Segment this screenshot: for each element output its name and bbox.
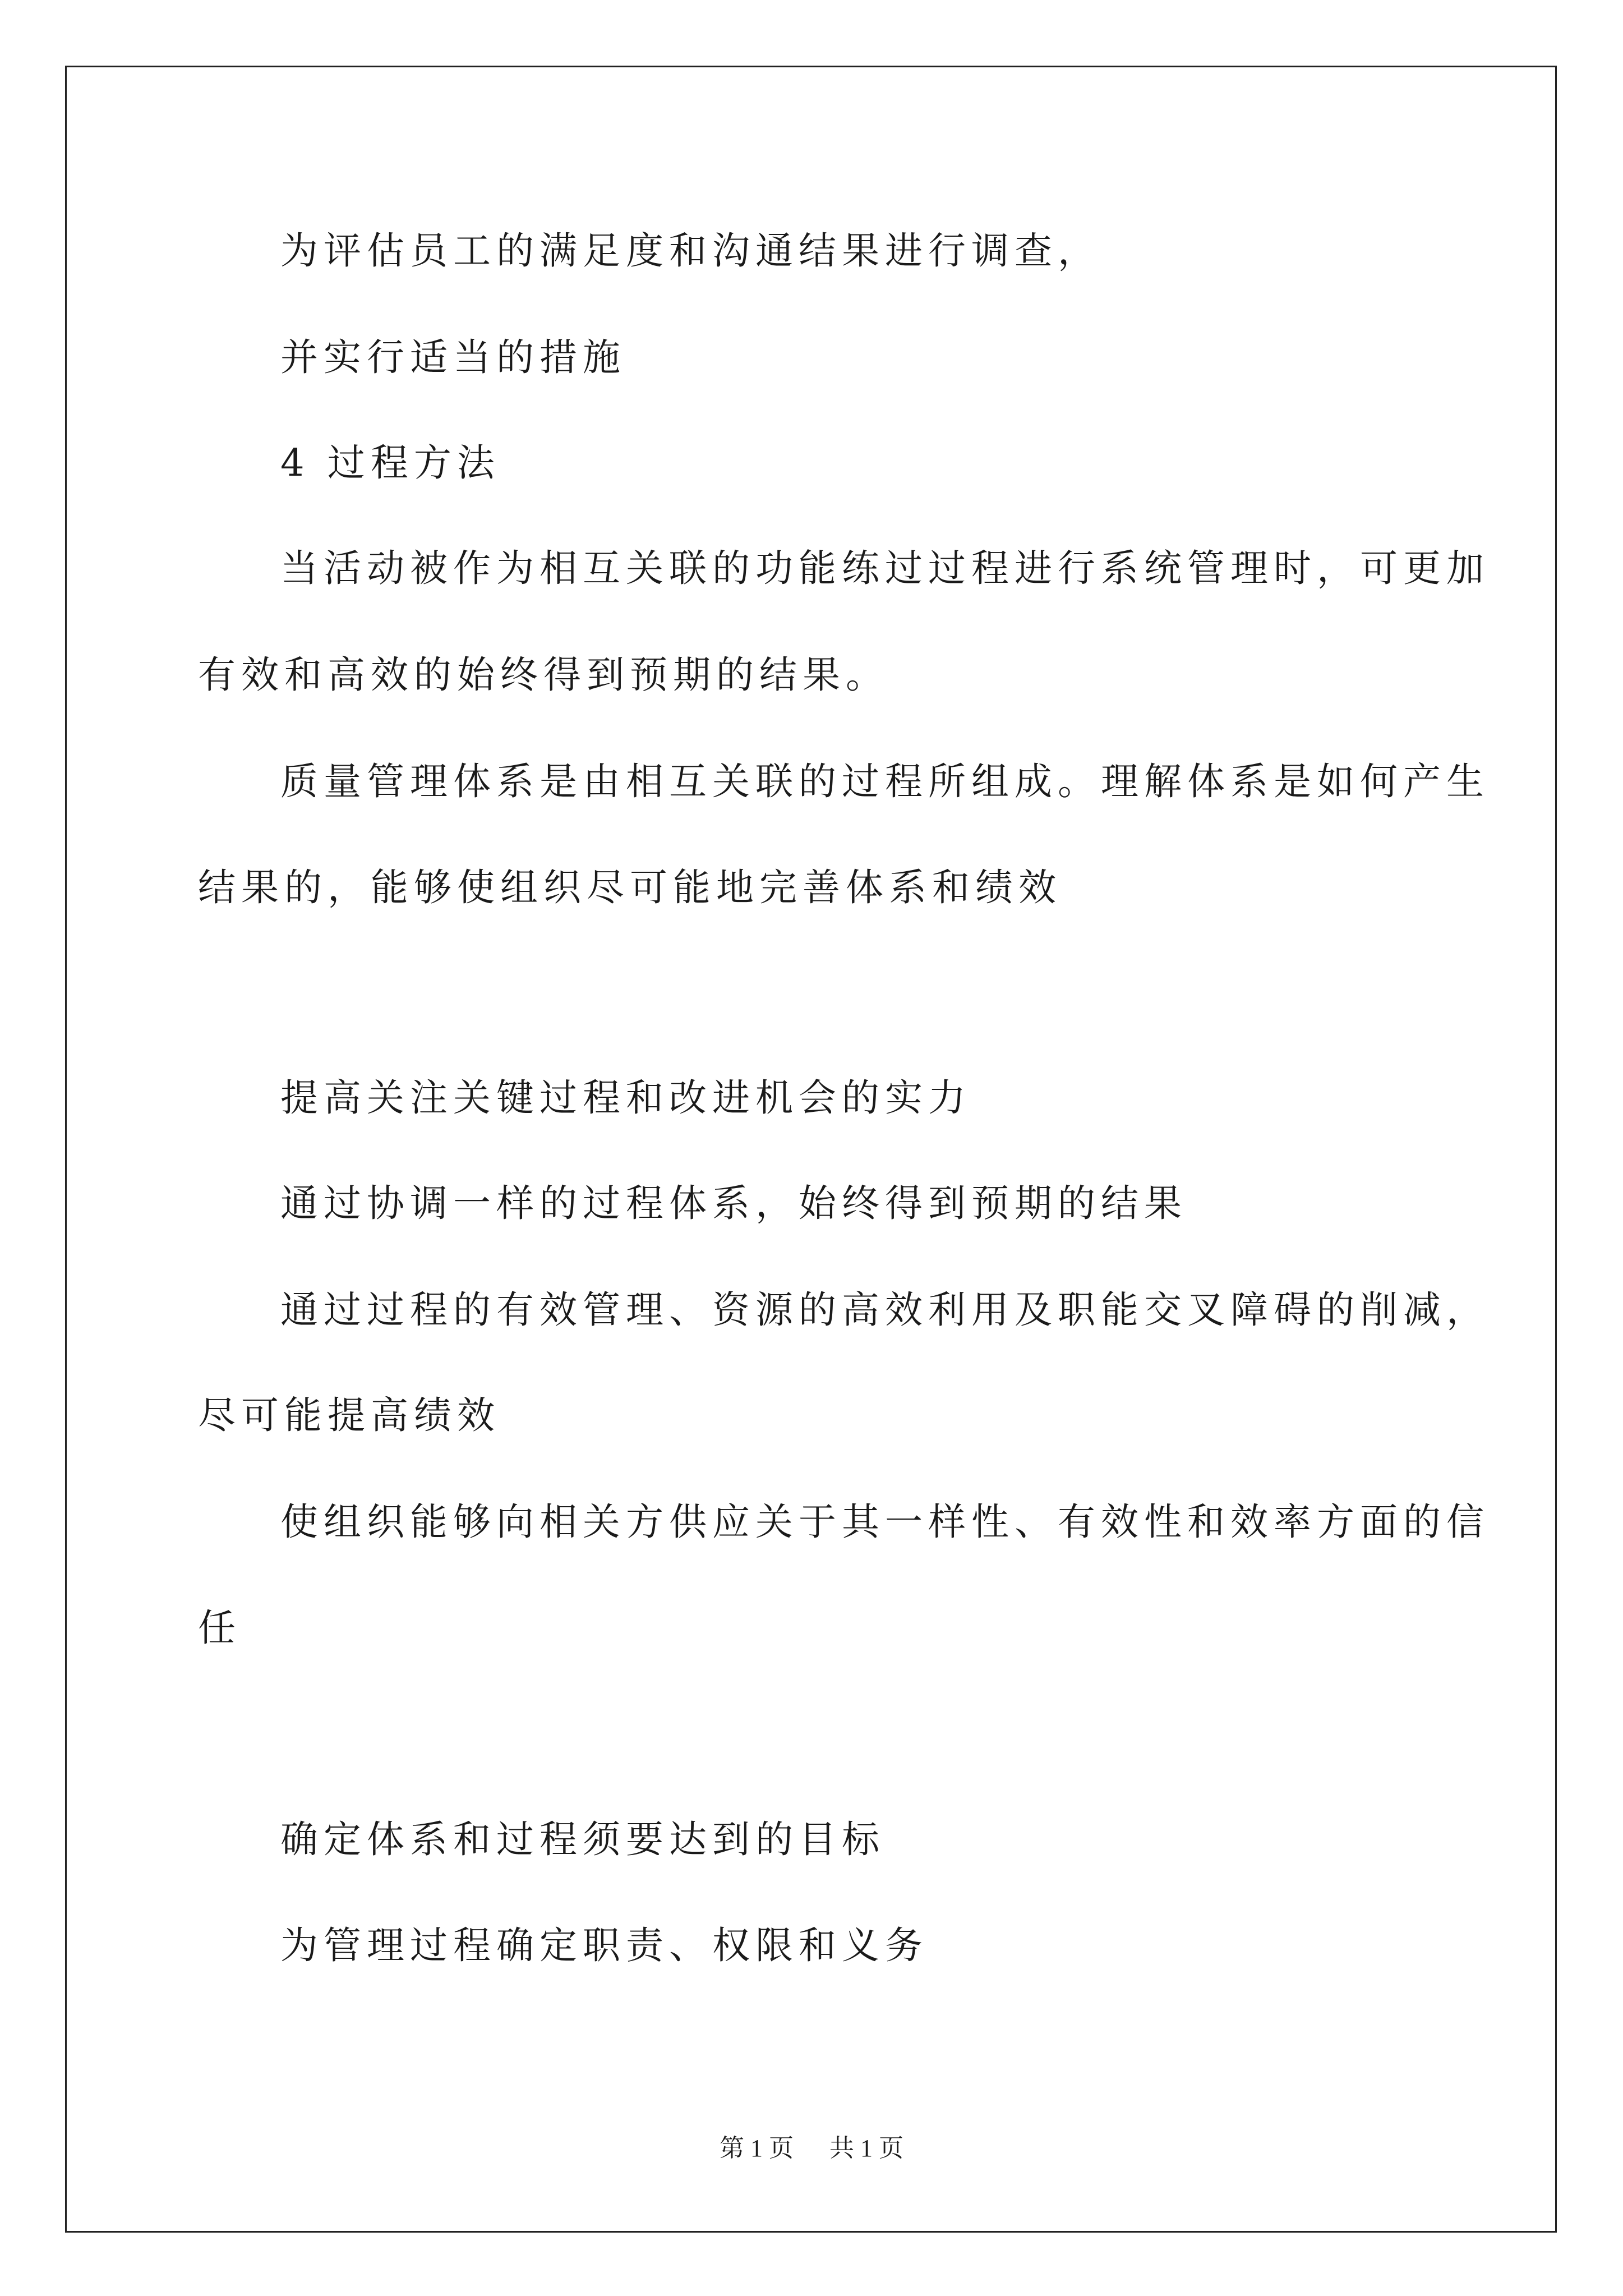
paragraph-line: 通过过程的有效管理、资源的高效利用及职能交叉障碍的削减， [280,1288,1490,1332]
paragraph-line: 质量管理体系是由相互关联的过程所组成。理解体系是如何产生 [280,760,1490,803]
paragraph-line: 通过协调一样的过程体系，始终得到预期的结果 [280,1181,1187,1225]
page-total: 共 1 页 [829,2134,903,2162]
page-border [65,66,1557,2233]
paragraph-line: 为管理过程确定职责、权限和义务 [280,1924,928,1967]
paragraph-line: 结果的，能够使组织尽可能地完善体系和绩效 [198,866,1062,909]
paragraph-line: 当活动被作为相互关联的功能练过过程进行系统管理时，可更加 [280,546,1490,590]
paragraph-line: 确定体系和过程须要达到的目标 [280,1818,885,1861]
paragraph-line: 尽可能提高绩效 [198,1393,500,1437]
paragraph-line: 有效和高效的始终得到预期的结果。 [198,653,889,697]
page-footer [0,2136,1623,2161]
paragraph-line: 使组织能够向相关方供应关于其一样性、有效性和效率方面的信 [280,1500,1490,1544]
paragraph-line: 提高关注关键过程和改进机会的实力 [280,1076,971,1120]
paragraph-line: 任 [198,1606,241,1650]
section-heading: 4 过程方法 [280,441,500,485]
paragraph-line: 为评估员工的满足度和沟通结果进行调查， [280,229,1101,273]
page-number: 第 1 页 [720,2134,794,2162]
paragraph-line: 并实行适当的措施 [280,335,626,379]
